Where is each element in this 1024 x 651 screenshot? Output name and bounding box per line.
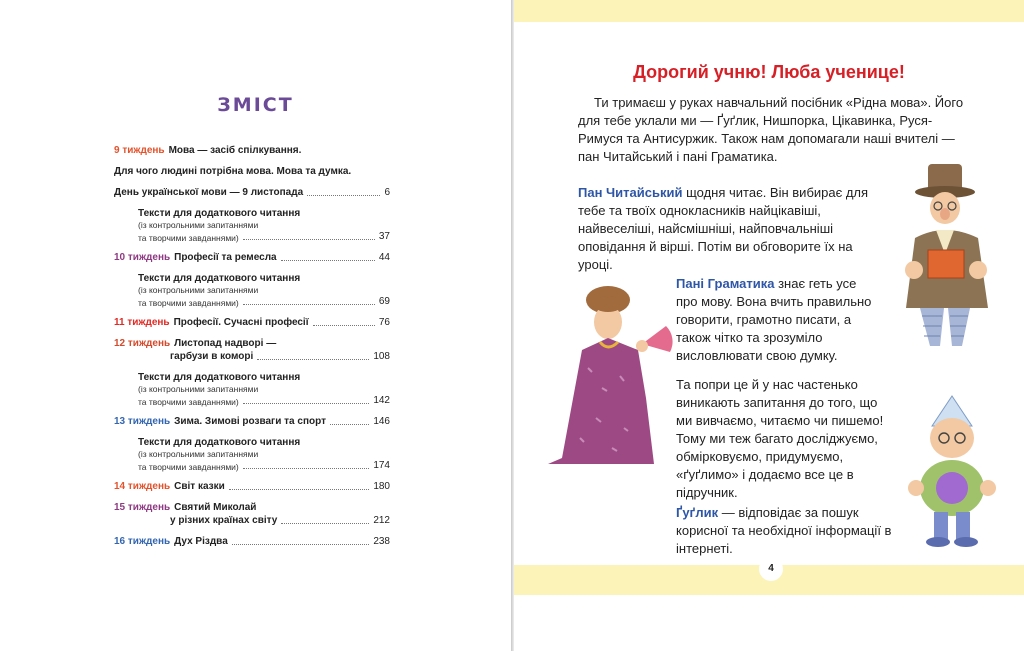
toc-title: Тексти для додаткового читання <box>138 273 301 284</box>
toc-line <box>114 480 390 493</box>
toc-leader <box>243 304 375 305</box>
pan-chytaiskyi-paragraph <box>578 184 878 274</box>
toc-title: Тексти для додаткового читання <box>138 208 301 219</box>
toc-note: та творчими завданнями) <box>138 462 239 472</box>
toc-week: 15 тиждень <box>114 502 171 513</box>
toc-page-number: 146 <box>373 416 390 427</box>
toc-leader <box>307 195 380 196</box>
toc-line <box>138 207 390 220</box>
toc-title: Професії та ремесла <box>174 252 277 263</box>
toc-leader <box>243 468 370 469</box>
toc-note: (із контрольними запитаннями <box>138 449 259 459</box>
toc-page-number: 174 <box>373 460 390 471</box>
toc-line <box>114 535 390 548</box>
toc-leader <box>232 544 370 545</box>
toc-page-number: 37 <box>378 231 390 242</box>
toc-entry <box>114 337 390 363</box>
toc-title: Зима. Зимові розваги та спорт <box>174 416 326 427</box>
toc-leader <box>229 489 370 490</box>
toc-page-number: 180 <box>373 481 390 492</box>
toc-entry <box>114 371 390 407</box>
toc-entry <box>114 436 390 472</box>
toc-title: Для чого людині потрібна мова. Мова та думка. <box>114 166 352 177</box>
toc-entry <box>114 501 390 527</box>
pani-hramatyka-name: Пані Граматика <box>676 276 775 291</box>
guglyk-paragraph <box>676 504 901 558</box>
toc-page-number: 108 <box>373 351 390 362</box>
toc-line <box>138 272 390 285</box>
toc-line <box>138 230 390 243</box>
pan-chytaiskyi-text: щодня читає. Він вибирає для тебе та твоїх однокласників найцікавіші, найвеселіші, найсмішніші, найповчальніші оповідання й вірші. Потім ви обговорите їх на уроці. <box>578 185 869 272</box>
toc-note: та творчими завданнями) <box>138 397 239 407</box>
intro-paragraph: Ти тримаєш у руках навчальний посібник «Рідна мова». Його для тебе уклали ми — Ґуґлик, Нишпорка, Цікавинка, Руся-Римуся та Антисуржик. Також нам допомагали наші вчителі — пан Читайський і пані Граматика. <box>578 95 964 164</box>
toc-page-number: 238 <box>373 536 390 547</box>
toc-week: 10 тиждень <box>114 252 171 263</box>
toc-title: Листопад надворі — <box>174 338 277 349</box>
toc-note: (із контрольними запитаннями <box>138 285 259 295</box>
pan-chytaiskyi-name: Пан Читайський <box>578 185 683 200</box>
toc-entry <box>114 144 390 157</box>
toc-line <box>114 337 390 350</box>
toc-page-number: 44 <box>378 252 390 263</box>
toc-line <box>114 415 390 428</box>
toc-line <box>138 394 390 407</box>
toc-title: Дух Різдва <box>174 536 228 547</box>
toc-leader <box>330 424 369 425</box>
guglyk-illustration <box>902 390 1002 550</box>
toc-line <box>114 350 390 363</box>
toc-line <box>138 436 390 449</box>
guglyk-text: — відповідає за пошук корисної та необхідної інформації в інтернеті. <box>676 505 892 556</box>
pani-hramatyka-paragraph <box>676 275 876 365</box>
toc-entry <box>114 272 390 308</box>
toc-entry <box>114 207 390 243</box>
toc-entry <box>114 415 390 428</box>
toc-page-number: 69 <box>378 296 390 307</box>
toc-line <box>114 316 390 329</box>
toc-week: 14 тиждень <box>114 481 171 492</box>
toc-entry <box>114 480 390 493</box>
toc-entry <box>114 535 390 548</box>
pani-hramatyka-illustration <box>542 278 674 468</box>
toc-title-continued: у різних країнах світу <box>170 515 278 526</box>
table-of-contents <box>114 144 390 548</box>
pani-hramatyka-text: знає геть усе про мову. Вона вчить правильно говорити, грамотно писати, а також чітко та зрозуміло висловлювати свою думку. <box>676 276 872 363</box>
toc-week: 16 тиждень <box>114 536 171 547</box>
toc-title: День української мови — 9 листопада <box>114 187 304 198</box>
toc-line <box>114 186 390 199</box>
toc-title: Тексти для додаткового читання <box>138 372 301 383</box>
toc-line <box>114 251 390 264</box>
toc-page-number: 212 <box>373 515 390 526</box>
toc-week: 9 тиждень <box>114 145 165 156</box>
toc-leader <box>281 523 369 524</box>
toc-leader <box>313 325 375 326</box>
questions-paragraph: Та попри це й у нас частенько виникають запитання до того, що ми вивчаємо, читаємо чи пишемо! Тому ми теж багато досліджуємо, обмірковуємо, придумуємо, «ґуґлимо» і додаємо все це в підручник. <box>676 377 884 500</box>
toc-line <box>138 371 390 384</box>
toc-leader <box>257 359 369 360</box>
toc-line <box>114 144 390 157</box>
left-page <box>0 0 511 651</box>
letter-title: Дорогий учню! Люба ученице! <box>633 62 905 82</box>
pan-chytaiskyi-illustration <box>892 158 1008 348</box>
toc-entry <box>114 165 390 178</box>
toc-week: 13 тиждень <box>114 416 171 427</box>
guglyk-name: Ґуґлик <box>676 505 719 520</box>
toc-page-number: 76 <box>378 317 390 328</box>
page-number: 4 <box>759 557 783 581</box>
toc-week: 11 тиждень <box>114 317 170 328</box>
toc-leader <box>243 403 370 404</box>
toc-entry <box>114 316 390 329</box>
toc-line <box>114 165 390 178</box>
toc-title-continued: гарбузи в коморі <box>170 351 254 362</box>
toc-page-number: 6 <box>384 187 390 198</box>
toc-note: (із контрольними запитаннями <box>138 384 259 394</box>
toc-title: Святий Миколай <box>174 502 257 513</box>
toc-leader <box>281 260 375 261</box>
toc-line <box>114 501 390 514</box>
top-band <box>514 0 1024 22</box>
toc-line <box>114 514 390 527</box>
toc-note: та творчими завданнями) <box>138 298 239 308</box>
toc-leader <box>243 239 375 240</box>
contents-title: ЗМІСТ <box>217 94 294 116</box>
toc-line <box>138 459 390 472</box>
toc-title: Тексти для додаткового читання <box>138 437 301 448</box>
toc-week: 12 тиждень <box>114 338 171 349</box>
toc-title: Світ казки <box>174 481 225 492</box>
toc-title: Мова — засіб спілкування. <box>168 145 302 156</box>
toc-note: та творчими завданнями) <box>138 233 239 243</box>
toc-line <box>138 295 390 308</box>
toc-page-number: 142 <box>373 395 390 406</box>
toc-entry <box>114 186 390 199</box>
toc-entry <box>114 251 390 264</box>
right-page <box>514 0 1024 651</box>
toc-note: (із контрольними запитаннями <box>138 220 259 230</box>
toc-title: Професії. Сучасні професії <box>173 317 309 328</box>
